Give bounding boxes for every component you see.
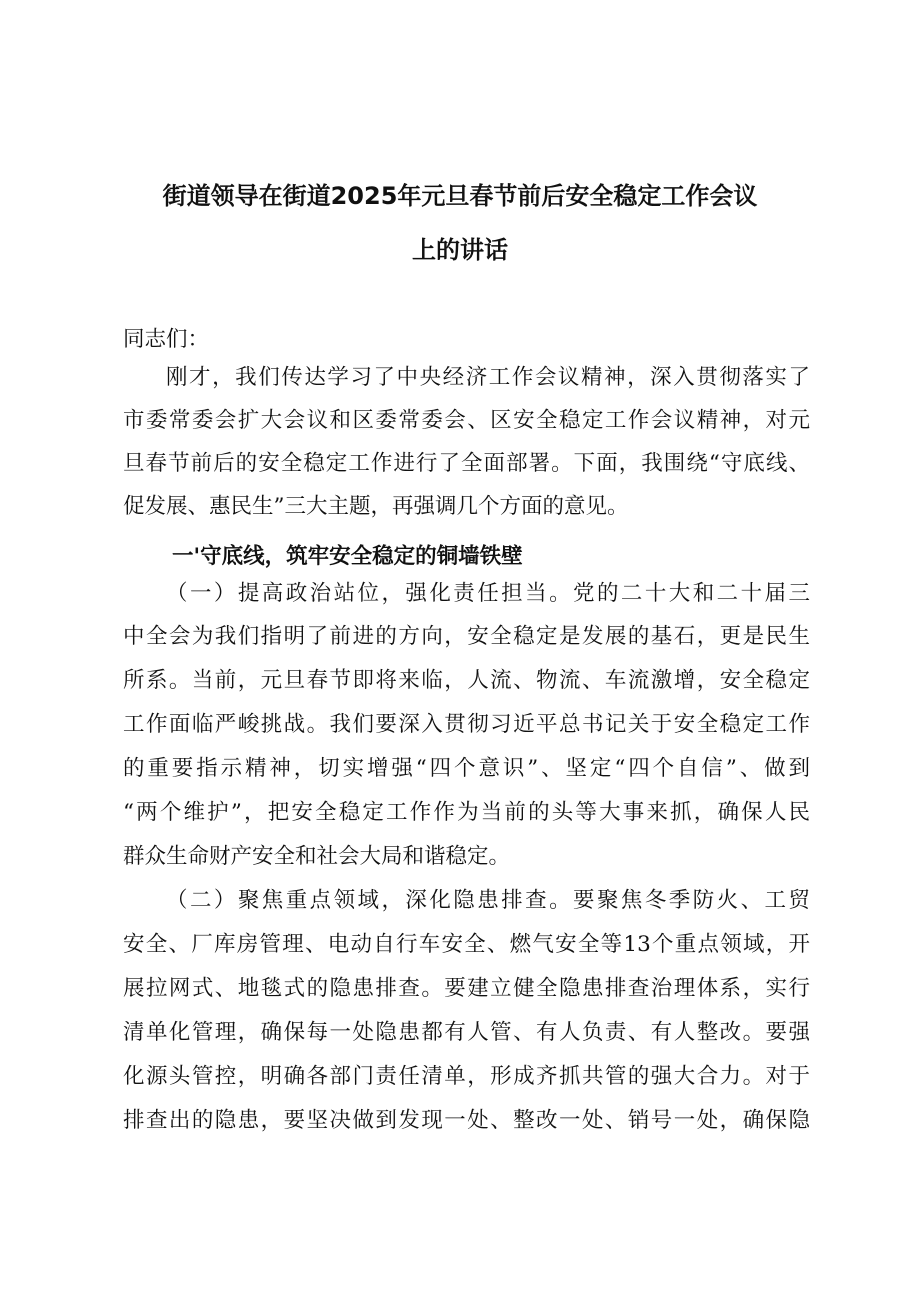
paragraph-line: 展拉网式、地毯式的隐患排查。要建立健全隐患排查治理体系，实行 [123, 976, 810, 1001]
paragraph-line: 化源头管控，明确各部门责任清单，形成齐抓共管的强大合力。对于 [123, 1064, 810, 1089]
paragraph-line: 工作面临严峻挑战。我们要深入贯彻习近平总书记关于安全稳定工作 [123, 712, 810, 737]
paragraph-line: 中全会为我们指明了前进的方向，安全稳定是发展的基石，更是民生 [123, 624, 810, 649]
paragraph-line: （一）提高政治站位，强化责任担当。党的二十大和二十届三 [166, 581, 810, 606]
document-title-line-2: 上的讲话 [412, 236, 508, 264]
intro-line: 促发展、惠民生”三大主题，再强调几个方面的意见。 [123, 494, 629, 519]
paragraph-line: 的重要指示精神，切实增强“四个意识”、坚定“四个自信”、做到 [123, 756, 810, 781]
intro-line: 旦春节前后的安全稳定工作进行了全面部署。下面，我围绕“守底线、 [123, 451, 810, 476]
salutation: 同志们： [123, 327, 210, 352]
paragraph-line: 安全、厂库房管理、电动自行车安全、燃气安全等13个重点领域，开 [123, 932, 810, 957]
paragraph-line: 群众生命财产安全和社会大局和谐稳定。 [123, 844, 511, 869]
intro-line: 刚才，我们传达学习了中央经济工作会议精神，深入贯彻落实了 [166, 365, 810, 390]
paragraph-line: 所系。当前，元旦春节即将来临，人流、物流、车流激增，安全稳定 [123, 668, 810, 693]
paragraph-line: “两个维护”，把安全稳定工作作为当前的头等大事来抓，确保人民 [123, 800, 810, 825]
intro-line: 市委常委会扩大会议和区委常委会、区安全稳定工作会议精神，对元 [123, 408, 810, 433]
paragraph-line: （二）聚焦重点领域，深化隐患排查。要聚焦冬季防火、工贸 [166, 888, 810, 913]
document-title-line-1: 街道领导在街道2025年元旦春节前后安全稳定工作会议 [162, 182, 758, 210]
paragraph-line: 清单化管理，确保每一处隐患都有人管、有人负责、有人整改。要强 [123, 1020, 810, 1045]
paragraph-line: 排查出的隐患，要坚决做到发现一处、整改一处、销号一处，确保隐 [123, 1108, 810, 1133]
section-heading: 一'守底线，筑牢安全稳定的铜墙铁壁 [172, 544, 523, 569]
